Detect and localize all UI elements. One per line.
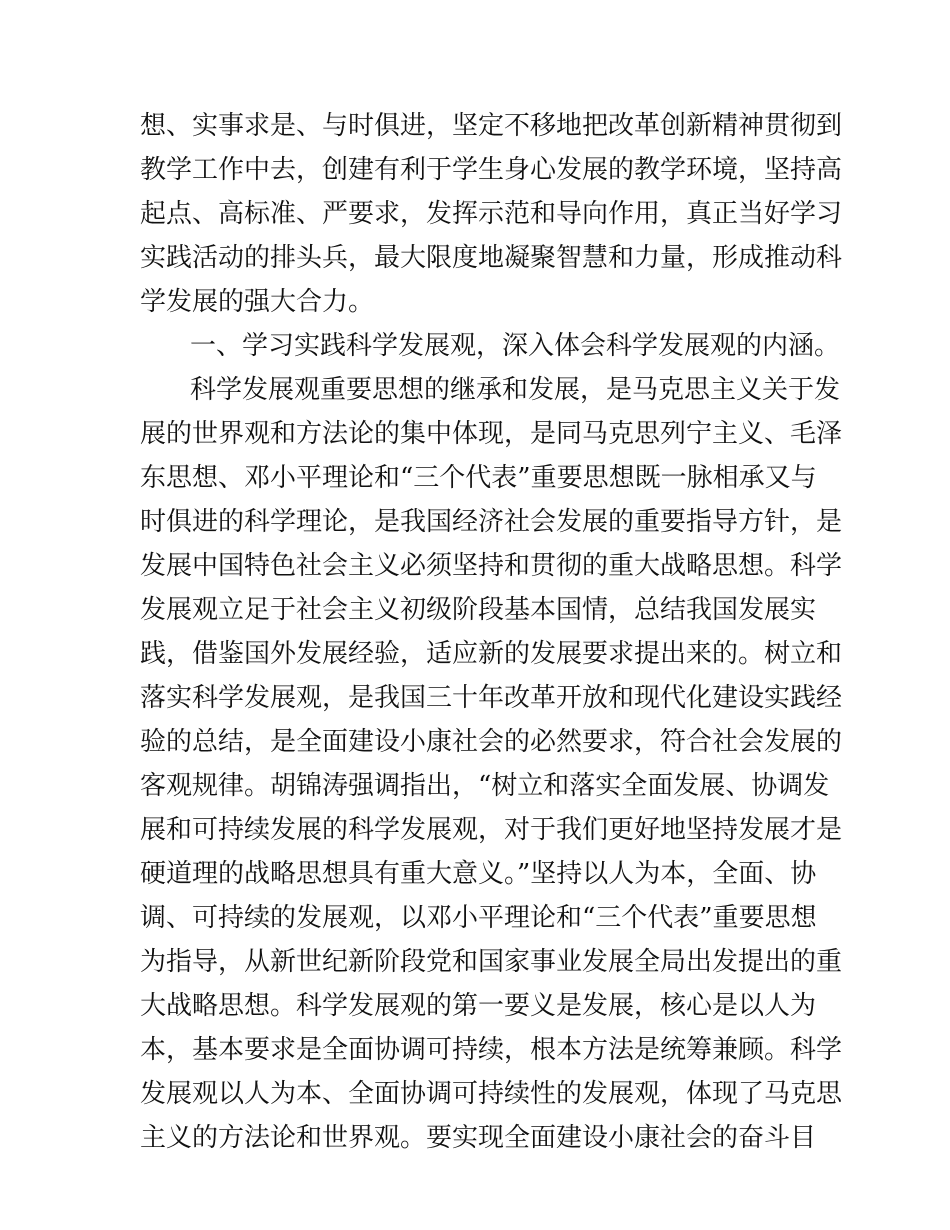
text-line: 验的总结，是全面建设小康社会的必然要求，符合社会发展的 bbox=[140, 727, 843, 757]
text-line: 发展观立足于社会主义初级阶段基本国情，总结我国发展实 bbox=[140, 595, 817, 625]
text-line: 本，基本要求是全面协调可持续，根本方法是统筹兼顾。科学 bbox=[140, 1035, 843, 1065]
text-line: 展和可持续发展的科学发展观，对于我们更好地坚持发展才是 bbox=[140, 815, 843, 845]
text-line: 教学工作中去，创建有利于学生身心发展的教学环境，坚持高 bbox=[140, 155, 843, 185]
text-line: 调、可持续的发展观，以邓小平理论和“三个代表”重要思想 bbox=[140, 903, 817, 933]
text-line: 客观规律。胡锦涛强调指出，“树立和落实全面发展、协调发 bbox=[140, 771, 830, 801]
section-heading: 一、学习实践科学发展观，深入体会科学发展观的内涵。 bbox=[190, 331, 841, 361]
text-line: 硬道理的战略思想具有重大意义。”坚持以人为本，全面、协 bbox=[140, 859, 817, 889]
text-line: 起点、高标准、严要求，发挥示范和导向作用，真正当好学习 bbox=[140, 199, 843, 229]
text-line: 落实科学发展观，是我国三十年改革开放和现代化建设实践经 bbox=[140, 683, 843, 713]
text-line: 学发展的强大合力。 bbox=[140, 287, 375, 317]
text-line: 东思想、邓小平理论和“三个代表”重要思想既一脉相承又与 bbox=[140, 463, 817, 493]
text-line: 发展中国特色社会主义必须坚持和贯彻的重大战略思想。科学 bbox=[140, 551, 843, 581]
text-line: 发展观以人为本、全面协调可持续性的发展观，体现了马克思 bbox=[140, 1079, 843, 1109]
text-line: 大战略思想。科学发展观的第一要义是发展，核心是以人为 bbox=[140, 991, 817, 1021]
text-line: 想、实事求是、与时俱进，坚定不移地把改革创新精神贯彻到 bbox=[140, 111, 843, 141]
paragraph-start-line: 科学发展观重要思想的继承和发展，是马克思主义关于发 bbox=[190, 375, 841, 405]
text-line: 主义的方法论和世界观。要实现全面建设小康社会的奋斗目 bbox=[140, 1123, 817, 1153]
text-line: 为指导，从新世纪新阶段党和国家事业发展全局出发提出的重 bbox=[140, 947, 843, 977]
text-line: 践，借鉴国外发展经验，适应新的发展要求提出来的。树立和 bbox=[140, 639, 843, 669]
text-line: 实践活动的排头兵，最大限度地凝聚智慧和力量，形成推动科 bbox=[140, 243, 843, 273]
text-line: 展的世界观和方法论的集中体现，是同马克思列宁主义、毛泽 bbox=[140, 419, 843, 449]
text-line: 时俱进的科学理论，是我国经济社会发展的重要指导方针，是 bbox=[140, 507, 843, 537]
